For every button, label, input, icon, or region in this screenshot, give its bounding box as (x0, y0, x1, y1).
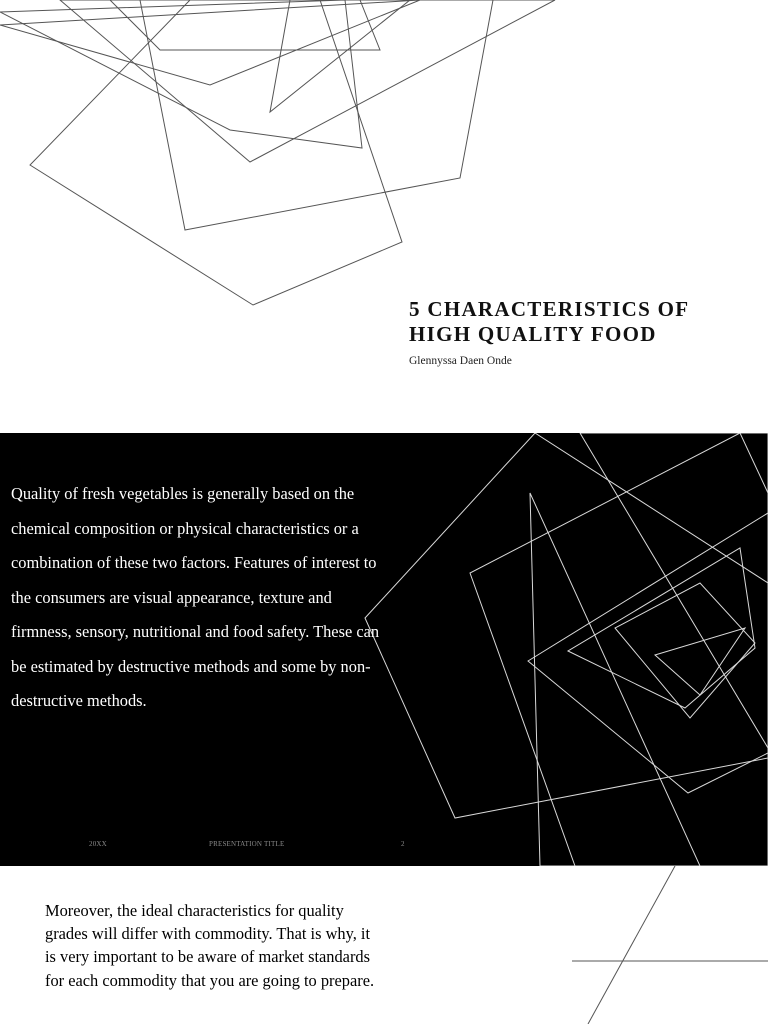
title-line-1: 5 CHARACTERISTICS OF (409, 297, 690, 321)
line-triangle-core (655, 628, 745, 695)
line-diagonal (588, 866, 675, 1024)
footer-page-number: 2 (401, 840, 405, 848)
title-line-2: HIGH QUALITY FOOD (409, 322, 657, 346)
line-triangle-tall (530, 493, 700, 866)
body-text: Quality of fresh vegetables is generally based on the chemical composition or physical characteristics or a combination of these two factors. Features of interest to the consumers are visual appearance, texture and firmness, sensory, nutritional and food safety. These can be estimated by destructive methods and some by non-destructive methods. (11, 484, 380, 710)
footer-year: 20XX (89, 840, 107, 848)
author-name: Glennyssa Daen Onde (409, 355, 512, 367)
line-pentagon-outer (365, 433, 768, 818)
line-quad-inner-2 (615, 583, 755, 718)
line-triangle-right (580, 433, 768, 748)
body-text: Moreover, the ideal characteristics for quality grades will differ with commodity. That is why, it is very important to be aware of market standards for each commodity that you are going to prepare. (45, 901, 375, 990)
footer-presentation-title: PRESENTATION TITLE (209, 840, 285, 848)
geometric-line-art (0, 0, 768, 433)
line-triangle-small (270, 0, 410, 112)
title-slide (0, 0, 768, 433)
content-slide (0, 433, 768, 866)
content-slide-3 (0, 866, 768, 1024)
line-pentagon-mid (140, 0, 493, 230)
line-quad-small (110, 0, 380, 50)
line-pentagon-large (30, 0, 402, 305)
presentation-title (409, 297, 689, 347)
